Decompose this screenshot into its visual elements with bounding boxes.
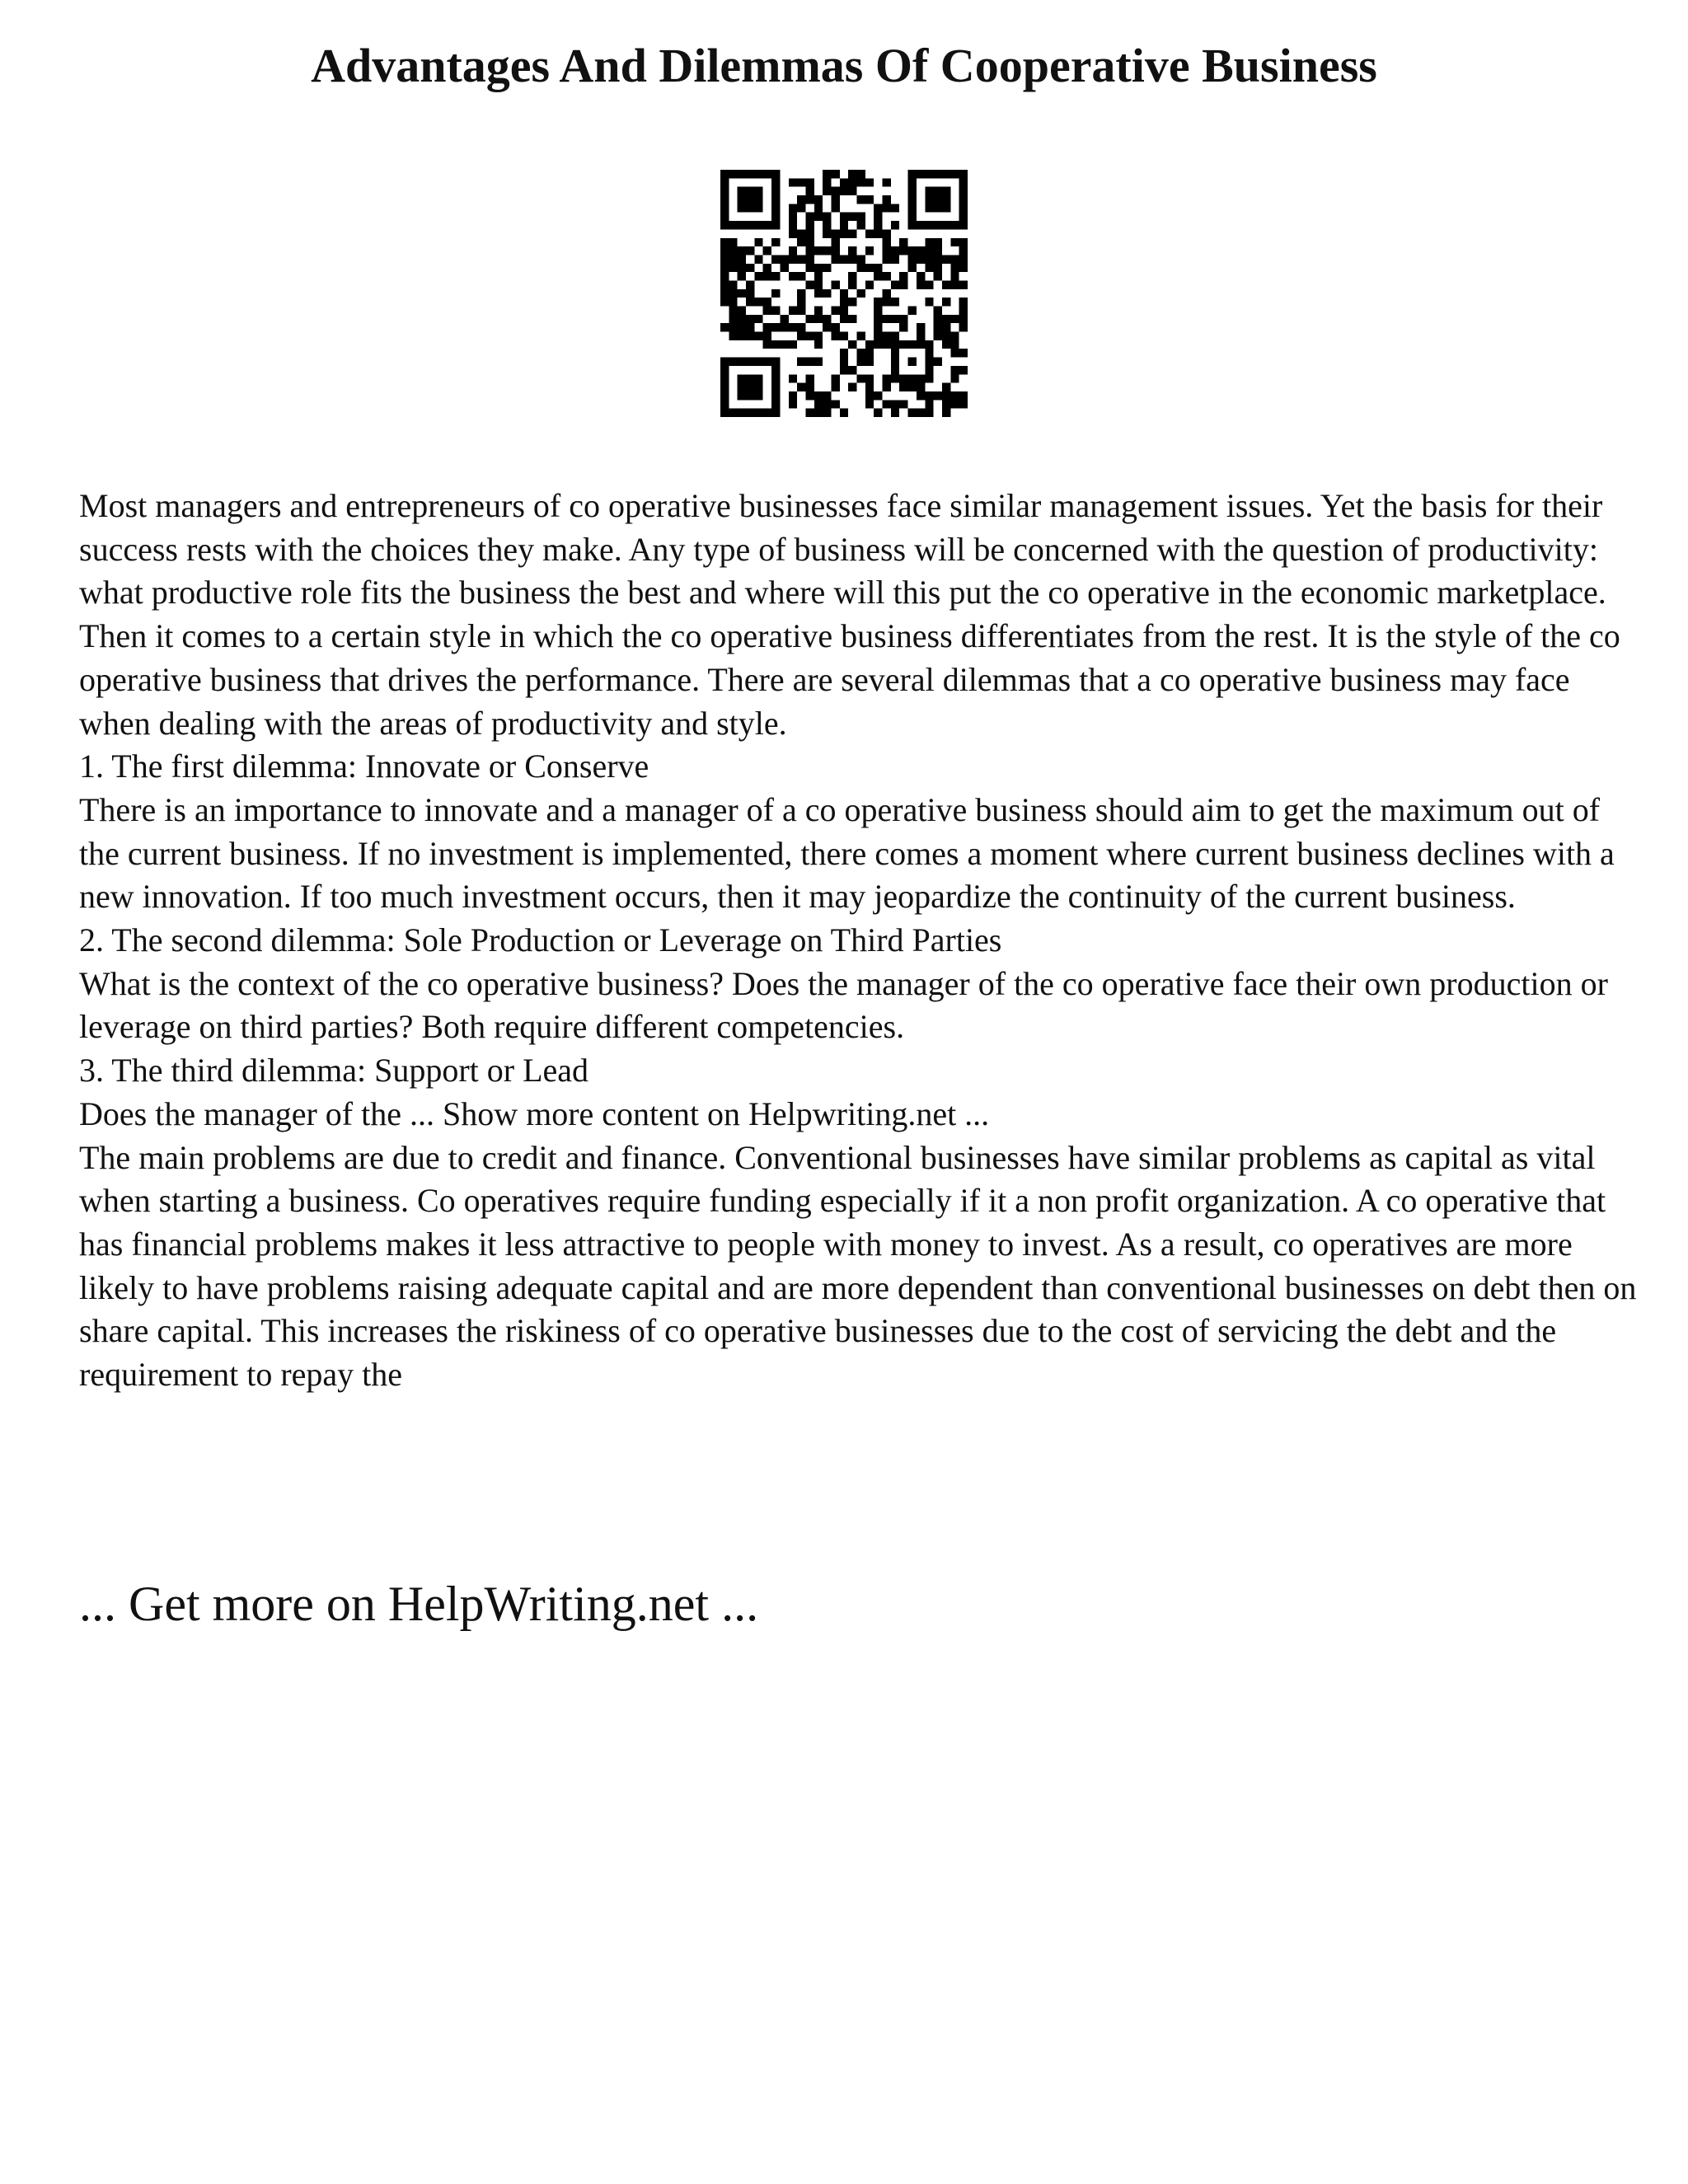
get-more-link[interactable]: ... Get more on HelpWriting.net ...: [79, 1577, 759, 1631]
dilemma-1-heading: 1. The first dilemma: Innovate or Conserve: [79, 748, 649, 785]
show-more-line[interactable]: Does the manager of the ... Show more content on Helpwriting.net ...: [79, 1094, 990, 1132]
dilemma-1-paragraph: There is an importance to innovate and a manager of a co operative business should aim to get the maximum out of the current business. If no investment is implemented, there comes a moment where current business declines with a new innovation. If too much investment occurs, then it may jeopardize the continuity of the current business.: [79, 790, 1615, 916]
problems-paragraph: The main problems are due to credit and finance. Conventional businesses have similar problems as capital as vital when starting a business. Co operatives require funding especially if it a non profit organization. A co operative that has financial problems makes it less attractive to people with money to invest. As a result, co operatives are more likely to have problems raising adequate capital and are more dependent than conventional businesses on debt then on share capital. This increases the riskiness of co operative businesses due to the cost of servicing the debt and the requirement to repay the: [79, 1138, 1637, 1394]
page-title: Advantages And Dilemmas Of Cooperative Business: [311, 39, 1377, 92]
article-body: [79, 485, 1645, 1397]
qr-code-icon: [720, 170, 968, 417]
intro-paragraph: Most managers and entrepreneurs of co operative businesses face similar management issues. Yet the basis for their success rests with the choices they make. Any type of business will be concerned with the question of productivity: what productive role fits the business the best and where will this put the co operative in the economic marketplace. Then it comes to a certain style in which the co operative business differentiates from the rest. It is the style of the co operative business that drives the performance. There are several dilemmas that a co operative business may face when dealing with the areas of productivity and style.: [79, 487, 1620, 742]
dilemma-3-heading: 3. The third dilemma: Support or Lead: [79, 1052, 589, 1090]
dilemma-2-heading: 2. The second dilemma: Sole Production or Leverage on Third Parties: [79, 921, 1002, 959]
dilemma-2-paragraph: What is the context of the co operative business? Does the manager of the co operative face their own production or leverage on third parties? Both require different competencies.: [79, 964, 1608, 1046]
qr-code-graphic: [720, 170, 968, 417]
